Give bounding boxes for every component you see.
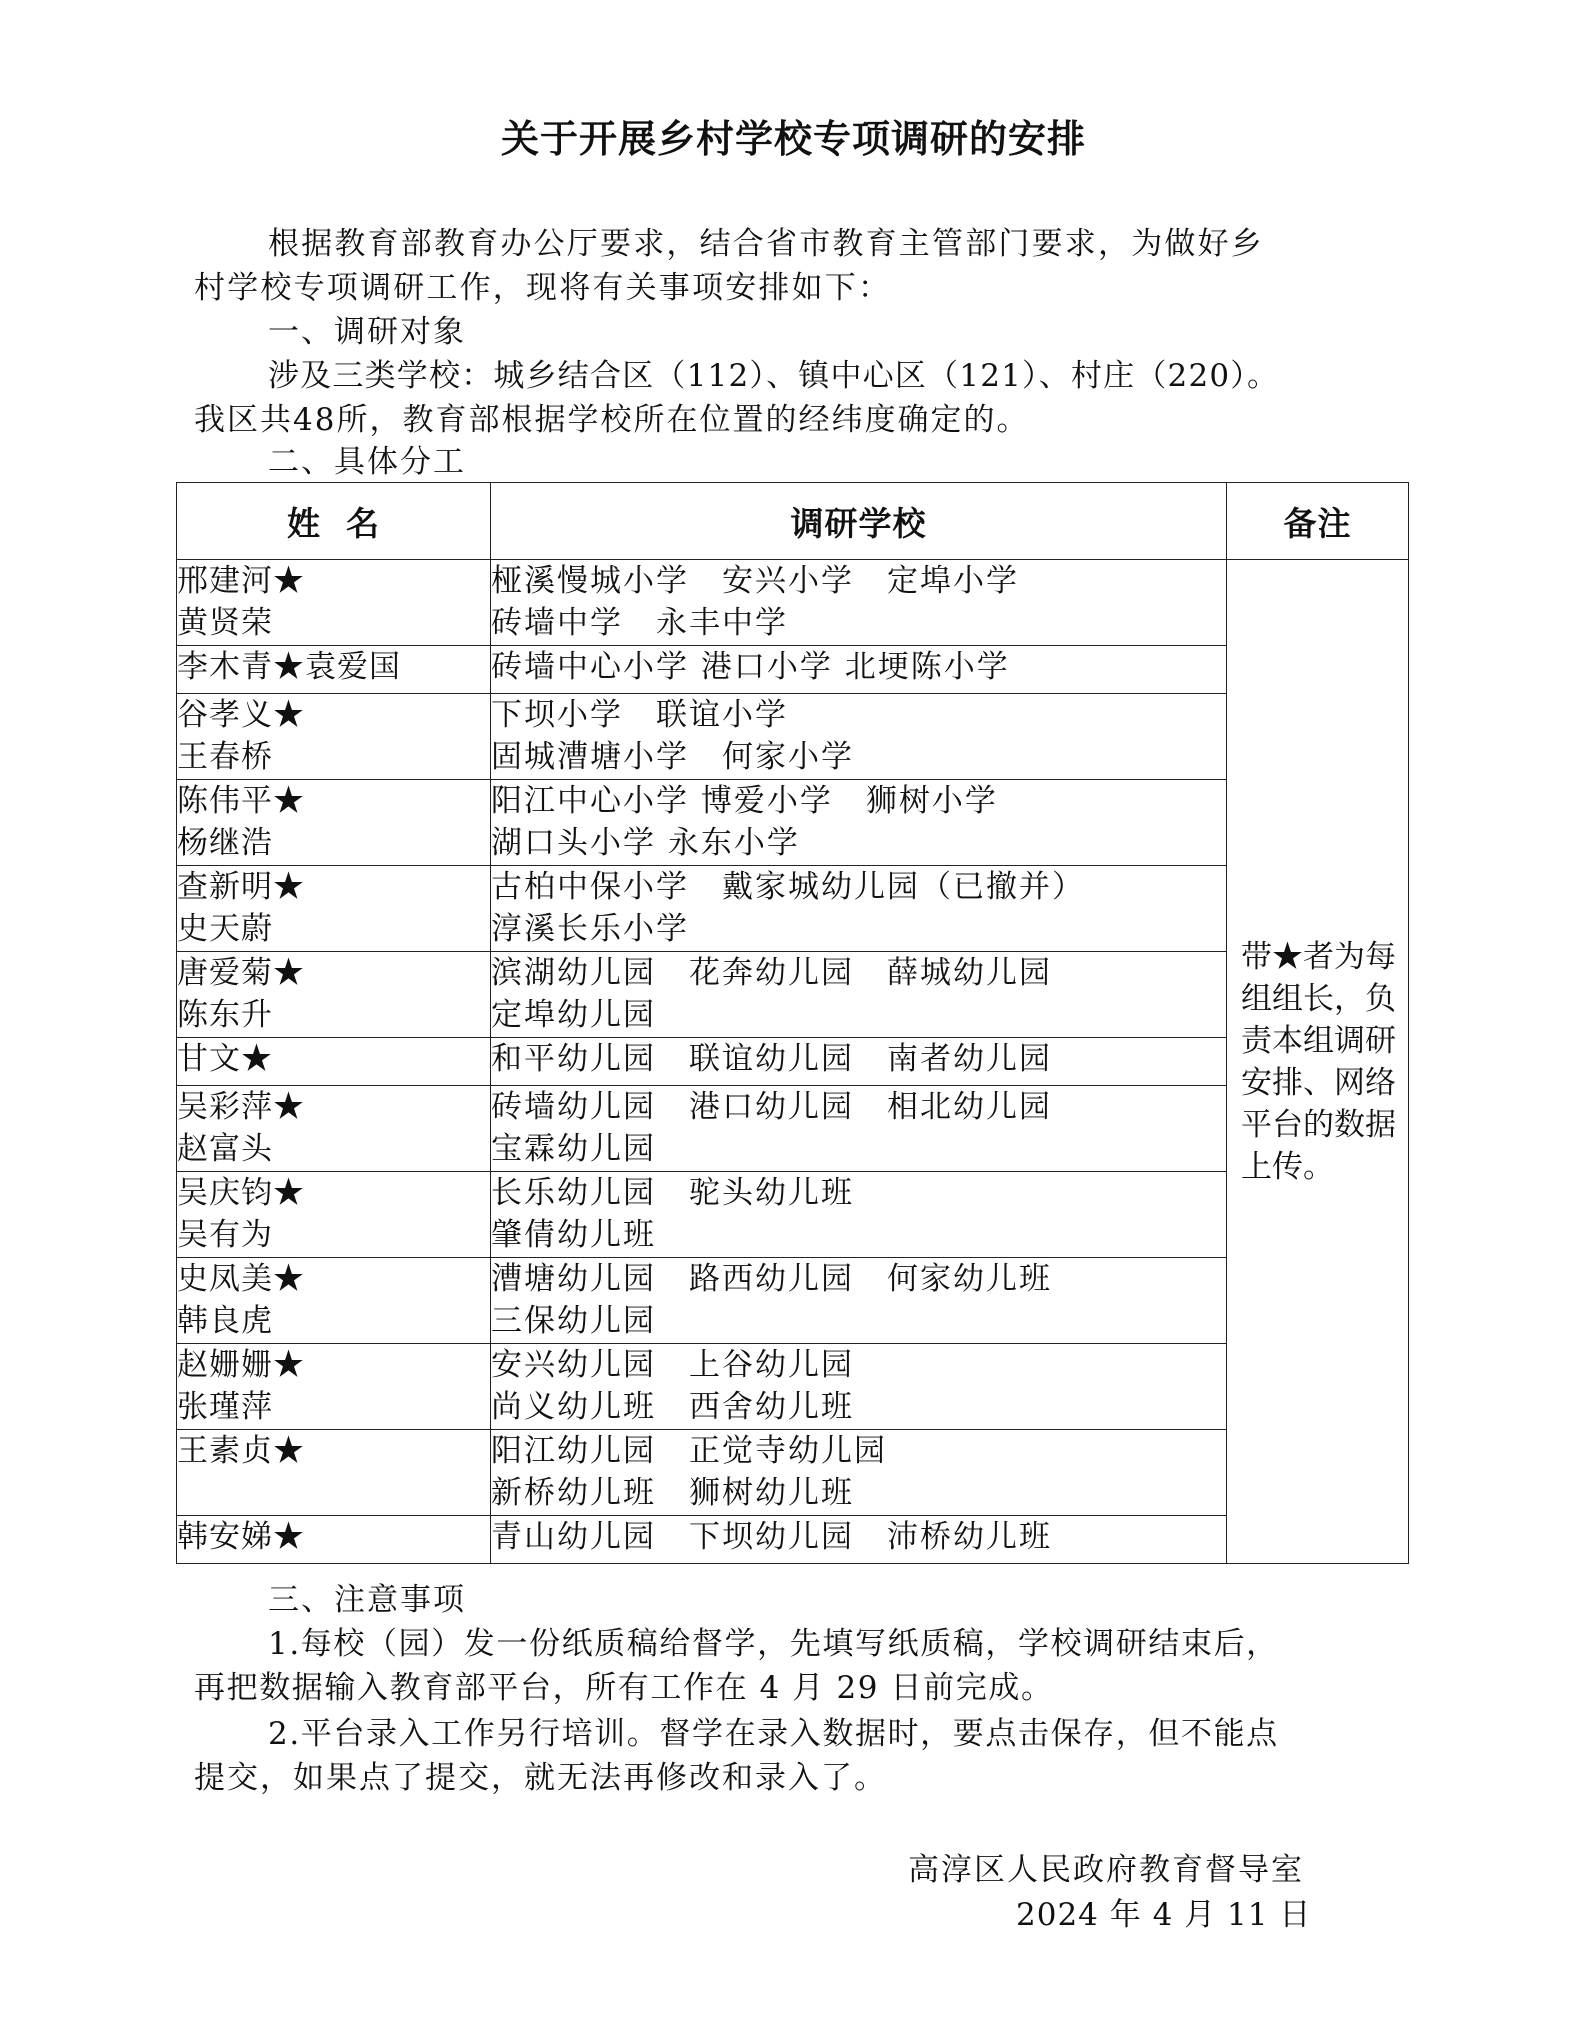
school-line: 下坝小学 联谊小学	[491, 697, 788, 733]
school-line: 砖墙中心小学 港口小学 北埂陈小学	[491, 649, 1010, 685]
table-row	[177, 1430, 1409, 1516]
member-names-cell	[177, 1258, 491, 1344]
member-name: 陈伟平★	[177, 783, 305, 819]
member-name: 邢建河★	[177, 563, 305, 599]
section1-line-2: 我区共48所，教育部根据学校所在位置的经纬度确定的。	[194, 402, 1030, 438]
table-row	[177, 1258, 1409, 1344]
table-row	[177, 646, 1409, 694]
school-line: 砖墙中学 永丰中学	[491, 605, 788, 641]
school-line: 和平幼儿园 联谊幼儿园 南者幼儿园	[491, 1041, 1052, 1077]
schools-cell	[491, 560, 1227, 646]
school-line: 定埠幼儿园	[491, 997, 656, 1033]
member-name: 唐爱菊★	[177, 955, 305, 991]
schools-cell	[491, 1516, 1227, 1564]
school-line: 漕塘幼儿园 路西幼儿园 何家幼儿班	[491, 1261, 1052, 1297]
header-note: 备注	[1227, 483, 1409, 560]
school-line: 长乐幼儿园 驼头幼儿班	[491, 1175, 854, 1211]
school-line: 古柏中保小学 戴家城幼儿园（已撤并）	[491, 869, 1085, 905]
section3-item2-line-2: 提交，如果点了提交，就无法再修改和录入了。	[194, 1760, 887, 1796]
schools-cell	[491, 1172, 1227, 1258]
table-row	[177, 952, 1409, 1038]
table-row	[177, 780, 1409, 866]
table-row	[177, 1038, 1409, 1086]
member-name: 杨继浩	[177, 825, 273, 861]
school-line: 肇倩幼儿班	[491, 1217, 656, 1253]
member-names-cell	[177, 560, 491, 646]
member-name: 韩良虎	[177, 1303, 273, 1339]
table-row	[177, 1172, 1409, 1258]
remarks-text: 带★者为每组组长，负责本组调研安排、网络平台的数据上传。	[1241, 938, 1396, 1185]
member-names-cell	[177, 694, 491, 780]
section1-line-1: 涉及三类学校：城乡结合区（112）、镇中心区（121）、村庄（220）。	[268, 358, 1280, 394]
section2-heading: 二、具体分工	[268, 444, 466, 480]
school-line: 固城漕塘小学 何家小学	[491, 739, 854, 775]
member-name: 韩安娣★	[177, 1519, 305, 1555]
member-name: 史天蔚	[177, 911, 273, 947]
school-line: 滨湖幼儿园 花奔幼儿园 薛城幼儿园	[491, 955, 1052, 991]
member-names-cell	[177, 1516, 491, 1564]
table-row	[177, 1516, 1409, 1564]
school-line: 砖墙幼儿园 港口幼儿园 相北幼儿园	[491, 1089, 1052, 1125]
schools-cell	[491, 1038, 1227, 1086]
member-name: 黄贤荣	[177, 605, 273, 641]
school-line: 宝霖幼儿园	[491, 1131, 656, 1167]
school-line: 新桥幼儿班 狮树幼儿班	[491, 1475, 854, 1511]
signature-date: 2024 年 4 月 11 日	[1016, 1897, 1312, 1933]
table-row	[177, 1086, 1409, 1172]
table-header-row	[177, 483, 1409, 560]
schools-cell	[491, 1086, 1227, 1172]
section3-heading: 三、注意事项	[268, 1582, 466, 1618]
signature-org: 高淳区人民政府教育督导室	[908, 1852, 1304, 1888]
member-name: 谷孝义★	[177, 697, 305, 733]
schools-cell	[491, 780, 1227, 866]
school-line: 三保幼儿园	[491, 1303, 656, 1339]
member-name: 吴庆钧★	[177, 1175, 305, 1211]
member-names-cell	[177, 866, 491, 952]
schools-cell	[491, 952, 1227, 1038]
schools-cell	[491, 1344, 1227, 1430]
schools-cell	[491, 694, 1227, 780]
schools-cell	[491, 1258, 1227, 1344]
member-names-cell	[177, 952, 491, 1038]
section3-item1-line-2: 再把数据输入教育部平台，所有工作在 4 月 29 日前完成。	[194, 1670, 1054, 1706]
member-names-cell	[177, 1430, 491, 1516]
member-name: 赵富头	[177, 1131, 273, 1167]
school-line: 阳江幼儿园 正觉寺幼儿园	[491, 1433, 887, 1469]
school-line: 湖口头小学 永东小学	[491, 825, 800, 861]
school-line: 安兴幼儿园 上谷幼儿园	[491, 1347, 854, 1383]
member-name: 李木青★袁爱国	[177, 649, 401, 685]
member-name: 王春桥	[177, 739, 273, 775]
member-names-cell	[177, 1344, 491, 1430]
member-names-cell	[177, 780, 491, 866]
member-names-cell	[177, 1172, 491, 1258]
section1-heading: 一、调研对象	[268, 314, 466, 350]
member-names-cell	[177, 1038, 491, 1086]
member-name: 王素贞★	[177, 1433, 305, 1469]
member-name: 赵姗姗★	[177, 1347, 305, 1383]
table-row	[177, 1344, 1409, 1430]
table-row	[177, 866, 1409, 952]
schools-cell	[491, 1430, 1227, 1516]
member-names-cell	[177, 1086, 491, 1172]
member-name: 吴有为	[177, 1217, 273, 1253]
section3-item1-line-1: 1.每校（园）发一份纸质稿给督学，先填写纸质稿，学校调研结束后，	[268, 1626, 1279, 1662]
school-line: 阳江中心小学 博爱小学 狮树小学	[491, 783, 998, 819]
member-name: 查新明★	[177, 869, 305, 905]
assignment-table	[176, 482, 1409, 1564]
member-name: 吴彩萍★	[177, 1089, 305, 1125]
school-line: 青山幼儿园 下坝幼儿园 沛桥幼儿班	[491, 1519, 1052, 1555]
school-line: 淳溪长乐小学	[491, 911, 689, 947]
section3-item2-line-1: 2.平台录入工作另行培训。督学在录入数据时，要点击保存，但不能点	[268, 1716, 1279, 1752]
table-row	[177, 694, 1409, 780]
header-school: 调研学校	[491, 483, 1227, 560]
member-names-cell	[177, 646, 491, 694]
school-line: 尚义幼儿班 西舍幼儿班	[491, 1389, 854, 1425]
document-title: 关于开展乡村学校专项调研的安排	[500, 116, 1086, 161]
remarks-cell	[1227, 560, 1409, 1564]
school-line: 桠溪慢城小学 安兴小学 定埠小学	[491, 563, 1019, 599]
schools-cell	[491, 866, 1227, 952]
intro-line-2: 村学校专项调研工作，现将有关事项安排如下：	[194, 270, 892, 306]
intro-line-1: 根据教育部教育办公厅要求，结合省市教育主管部门要求，为做好乡	[268, 226, 1264, 262]
member-name: 张瑾萍	[177, 1389, 273, 1425]
member-name: 甘文★	[177, 1041, 273, 1077]
schools-cell	[491, 646, 1227, 694]
header-name: 姓 名	[177, 483, 491, 560]
member-name: 陈东升	[177, 997, 273, 1033]
table-row	[177, 560, 1409, 646]
member-name: 史凤美★	[177, 1261, 305, 1297]
